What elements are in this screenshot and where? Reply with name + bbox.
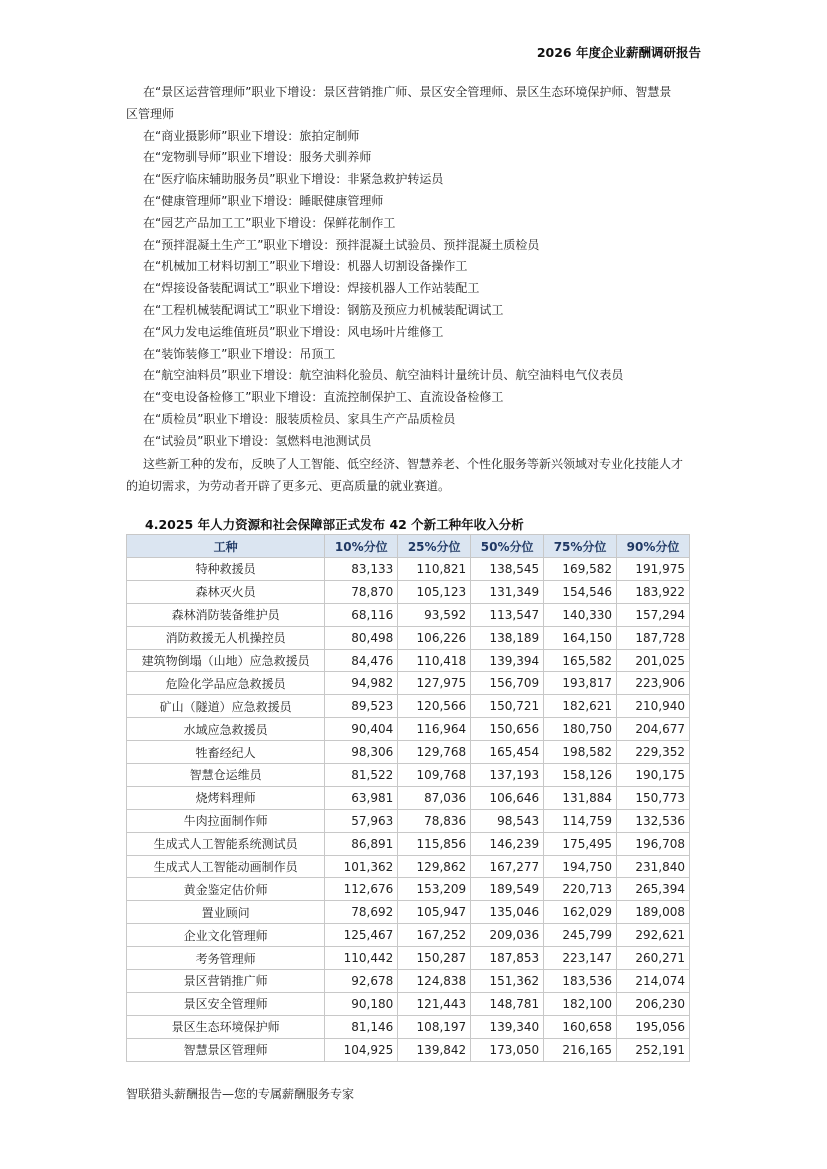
salary-percentile-cell: 156,709 — [471, 672, 544, 695]
occupation-name-cell: 考务管理师 — [127, 947, 325, 970]
salary-percentile-cell: 193,817 — [544, 672, 617, 695]
occupation-name-cell: 置业顾问 — [127, 901, 325, 924]
occupation-name-cell: 牛肉拉面制作师 — [127, 809, 325, 832]
salary-percentile-cell: 229,352 — [617, 741, 690, 764]
table-row — [127, 649, 690, 672]
salary-percentile-cell: 196,708 — [617, 832, 690, 855]
salary-percentile-cell: 167,277 — [471, 855, 544, 878]
salary-percentile-cell: 83,133 — [325, 558, 398, 581]
salary-percentile-cell: 194,750 — [544, 855, 617, 878]
salary-percentile-cell: 175,495 — [544, 832, 617, 855]
salary-percentile-cell: 169,582 — [544, 558, 617, 581]
salary-percentile-cell: 98,306 — [325, 741, 398, 764]
salary-percentile-cell: 110,821 — [398, 558, 471, 581]
table-row — [127, 970, 690, 993]
table-row — [127, 558, 690, 581]
column-header: 10%分位 — [325, 535, 398, 558]
summary-paragraph-line: 的迫切需求，为劳动者开辟了更多元、更高质量的就业赛道。 — [126, 478, 451, 493]
table-row — [127, 718, 690, 741]
salary-percentile-cell: 173,050 — [471, 1038, 544, 1061]
salary-percentile-cell: 195,056 — [617, 1015, 690, 1038]
salary-percentile-cell: 180,750 — [544, 718, 617, 741]
salary-percentile-cell: 105,123 — [398, 580, 471, 603]
table-row — [127, 947, 690, 970]
salary-percentile-cell: 182,621 — [544, 695, 617, 718]
report-header-title: 2026 年度企业薪酬调研报告 — [536, 45, 701, 60]
salary-percentile-cell: 165,582 — [544, 649, 617, 672]
salary-percentile-cell: 113,547 — [471, 603, 544, 626]
salary-percentile-cell: 106,226 — [398, 626, 471, 649]
occupation-name-cell: 危险化学品应急救援员 — [127, 672, 325, 695]
salary-percentile-cell: 137,193 — [471, 764, 544, 787]
table-row — [127, 1015, 690, 1038]
table-row — [127, 901, 690, 924]
salary-percentile-cell: 183,922 — [617, 580, 690, 603]
salary-percentile-cell: 131,349 — [471, 580, 544, 603]
table-row — [127, 741, 690, 764]
table-row — [127, 603, 690, 626]
occupation-addition-line: 在“试验员”职业下增设：氢燃料电池测试员 — [143, 433, 372, 448]
column-header: 工种 — [127, 535, 325, 558]
occupation-name-cell: 智慧景区管理师 — [127, 1038, 325, 1061]
salary-percentile-cell: 189,549 — [471, 878, 544, 901]
salary-percentile-cell: 167,252 — [398, 924, 471, 947]
salary-percentile-cell: 81,146 — [325, 1015, 398, 1038]
occupation-name-cell: 景区安全管理师 — [127, 992, 325, 1015]
page-footer: 智联猎头薪酬报告—您的专属薪酬服务专家 — [126, 1087, 355, 1101]
salary-percentile-cell: 120,566 — [398, 695, 471, 718]
table-row — [127, 855, 690, 878]
income-table — [126, 534, 690, 1062]
salary-percentile-cell: 164,150 — [544, 626, 617, 649]
column-header: 25%分位 — [398, 535, 471, 558]
salary-percentile-cell: 114,759 — [544, 809, 617, 832]
salary-percentile-cell: 87,036 — [398, 786, 471, 809]
salary-percentile-cell: 214,074 — [617, 970, 690, 993]
salary-percentile-cell: 93,592 — [398, 603, 471, 626]
salary-percentile-cell: 189,008 — [617, 901, 690, 924]
table-row — [127, 786, 690, 809]
salary-percentile-cell: 162,029 — [544, 901, 617, 924]
salary-percentile-cell: 125,467 — [325, 924, 398, 947]
salary-percentile-cell: 92,678 — [325, 970, 398, 993]
salary-percentile-cell: 260,271 — [617, 947, 690, 970]
occupation-addition-line: 在“装饰装修工”职业下增设：吊顶工 — [143, 346, 336, 361]
table-row — [127, 1038, 690, 1061]
salary-percentile-cell: 63,981 — [325, 786, 398, 809]
occupation-name-cell: 生成式人工智能系统测试员 — [127, 832, 325, 855]
salary-percentile-cell: 150,773 — [617, 786, 690, 809]
salary-percentile-cell: 146,239 — [471, 832, 544, 855]
salary-percentile-cell: 150,656 — [471, 718, 544, 741]
salary-percentile-cell: 210,940 — [617, 695, 690, 718]
table-row — [127, 832, 690, 855]
salary-percentile-cell: 110,418 — [398, 649, 471, 672]
column-header: 90%分位 — [617, 535, 690, 558]
table-row — [127, 672, 690, 695]
salary-percentile-cell: 84,476 — [325, 649, 398, 672]
occupation-addition-line: 在“风力发电运维值班员”职业下增设：风电场叶片维修工 — [143, 324, 444, 339]
salary-percentile-cell: 138,545 — [471, 558, 544, 581]
table-row — [127, 626, 690, 649]
salary-percentile-cell: 216,165 — [544, 1038, 617, 1061]
occupation-name-cell: 牲畜经纪人 — [127, 741, 325, 764]
salary-percentile-cell: 90,180 — [325, 992, 398, 1015]
salary-percentile-cell: 121,443 — [398, 992, 471, 1015]
salary-percentile-cell: 148,781 — [471, 992, 544, 1015]
salary-percentile-cell: 265,394 — [617, 878, 690, 901]
salary-percentile-cell: 150,287 — [398, 947, 471, 970]
summary-paragraph-line: 这些新工种的发布，反映了人工智能、低空经济、智慧养老、个性化服务等新兴领域对专业化技能人才 — [143, 456, 684, 471]
salary-percentile-cell: 182,100 — [544, 992, 617, 1015]
occupation-addition-line: 在“园艺产品加工工”职业下增设：保鲜花制作工 — [143, 215, 396, 230]
occupation-addition-line: 在“航空油料员”职业下增设：航空油料化验员、航空油料计量统计员、航空油料电气仪表员 — [143, 368, 624, 383]
occupation-addition-line: 在“变电设备检修工”职业下增设：直流控制保护工、直流设备检修工 — [143, 390, 504, 405]
occupation-name-cell: 森林灭火员 — [127, 580, 325, 603]
salary-percentile-cell: 104,925 — [325, 1038, 398, 1061]
salary-percentile-cell: 140,330 — [544, 603, 617, 626]
salary-percentile-cell: 108,197 — [398, 1015, 471, 1038]
salary-percentile-cell: 112,676 — [325, 878, 398, 901]
occupation-name-cell: 水域应急救援员 — [127, 718, 325, 741]
salary-percentile-cell: 78,836 — [398, 809, 471, 832]
occupation-addition-line: 在“预拌混凝土生产工”职业下增设：预拌混凝土试验员、预拌混凝土质检员 — [143, 237, 540, 252]
salary-percentile-cell: 209,036 — [471, 924, 544, 947]
salary-percentile-cell: 116,964 — [398, 718, 471, 741]
salary-percentile-cell: 110,442 — [325, 947, 398, 970]
table-header-row — [127, 535, 690, 558]
occupation-addition-line: 在“商业摄影师”职业下增设：旅拍定制师 — [143, 128, 360, 143]
salary-percentile-cell: 204,677 — [617, 718, 690, 741]
salary-percentile-cell: 191,975 — [617, 558, 690, 581]
salary-percentile-cell: 80,498 — [325, 626, 398, 649]
salary-percentile-cell: 151,362 — [471, 970, 544, 993]
salary-percentile-cell: 78,692 — [325, 901, 398, 924]
salary-percentile-cell: 94,982 — [325, 672, 398, 695]
salary-percentile-cell: 157,294 — [617, 603, 690, 626]
salary-percentile-cell: 129,862 — [398, 855, 471, 878]
salary-percentile-cell: 252,191 — [617, 1038, 690, 1061]
occupation-addition-line: 在“机械加工材料切割工”职业下增设：机器人切割设备操作工 — [143, 259, 468, 274]
salary-percentile-cell: 139,340 — [471, 1015, 544, 1038]
salary-percentile-cell: 89,523 — [325, 695, 398, 718]
column-header: 50%分位 — [471, 535, 544, 558]
table-row — [127, 924, 690, 947]
occupation-addition-line: 在“工程机械装配调试工”职业下增设：钢筋及预应力机械装配调试工 — [143, 302, 504, 317]
occupation-addition-line: 区管理师 — [126, 106, 175, 121]
salary-percentile-cell: 292,621 — [617, 924, 690, 947]
salary-percentile-cell: 220,713 — [544, 878, 617, 901]
salary-percentile-cell: 139,394 — [471, 649, 544, 672]
salary-percentile-cell: 183,536 — [544, 970, 617, 993]
salary-percentile-cell: 190,175 — [617, 764, 690, 787]
salary-percentile-cell: 187,853 — [471, 947, 544, 970]
salary-percentile-cell: 138,189 — [471, 626, 544, 649]
salary-percentile-cell: 154,546 — [544, 580, 617, 603]
salary-percentile-cell: 198,582 — [544, 741, 617, 764]
salary-percentile-cell: 131,884 — [544, 786, 617, 809]
salary-percentile-cell: 135,046 — [471, 901, 544, 924]
table-row — [127, 580, 690, 603]
salary-percentile-cell: 150,721 — [471, 695, 544, 718]
occupation-addition-line: 在“医疗临床辅助服务员”职业下增设：非紧急救护转运员 — [143, 172, 444, 187]
occupation-addition-line: 在“景区运营管理师”职业下增设：景区营销推广师、景区安全管理师、景区生态环境保护师、智慧景 — [143, 85, 672, 99]
salary-percentile-cell: 105,947 — [398, 901, 471, 924]
salary-percentile-cell: 139,842 — [398, 1038, 471, 1061]
occupation-name-cell: 黄金鉴定估价师 — [127, 878, 325, 901]
salary-percentile-cell: 245,799 — [544, 924, 617, 947]
salary-percentile-cell: 129,768 — [398, 741, 471, 764]
occupation-name-cell: 森林消防装备维护员 — [127, 603, 325, 626]
occupation-name-cell: 矿山（隧道）应急救援员 — [127, 695, 325, 718]
occupation-name-cell: 企业文化管理师 — [127, 924, 325, 947]
salary-percentile-cell: 132,536 — [617, 809, 690, 832]
table-title: 4.2025 年人力资源和社会保障部正式发布 42 个新工种年收入分析 — [145, 517, 524, 532]
occupation-name-cell: 生成式人工智能动画制作员 — [127, 855, 325, 878]
occupation-name-cell: 烧烤料理师 — [127, 786, 325, 809]
column-header: 75%分位 — [544, 535, 617, 558]
salary-percentile-cell: 160,658 — [544, 1015, 617, 1038]
salary-percentile-cell: 57,963 — [325, 809, 398, 832]
occupation-addition-line: 在“焊接设备装配调试工”职业下增设：焊接机器人工作站装配工 — [143, 281, 480, 296]
salary-percentile-cell: 78,870 — [325, 580, 398, 603]
salary-percentile-cell: 124,838 — [398, 970, 471, 993]
occupation-name-cell: 景区营销推广师 — [127, 970, 325, 993]
occupation-addition-line: 在“健康管理师”职业下增设：睡眠健康管理师 — [143, 193, 384, 208]
table-row — [127, 878, 690, 901]
table-row — [127, 764, 690, 787]
table-row — [127, 992, 690, 1015]
salary-percentile-cell: 206,230 — [617, 992, 690, 1015]
salary-percentile-cell: 158,126 — [544, 764, 617, 787]
salary-percentile-cell: 81,522 — [325, 764, 398, 787]
salary-percentile-cell: 86,891 — [325, 832, 398, 855]
salary-percentile-cell: 109,768 — [398, 764, 471, 787]
occupation-name-cell: 建筑物倒塌（山地）应急救援员 — [127, 649, 325, 672]
salary-percentile-cell: 106,646 — [471, 786, 544, 809]
new-occupations-list — [126, 82, 701, 497]
salary-percentile-cell: 223,147 — [544, 947, 617, 970]
salary-percentile-cell: 68,116 — [325, 603, 398, 626]
salary-percentile-cell: 231,840 — [617, 855, 690, 878]
salary-percentile-cell: 98,543 — [471, 809, 544, 832]
salary-percentile-cell: 101,362 — [325, 855, 398, 878]
occupation-name-cell: 景区生态环境保护师 — [127, 1015, 325, 1038]
salary-percentile-cell: 165,454 — [471, 741, 544, 764]
salary-percentile-cell: 127,975 — [398, 672, 471, 695]
salary-percentile-cell: 90,404 — [325, 718, 398, 741]
salary-percentile-cell: 115,856 — [398, 832, 471, 855]
occupation-addition-line: 在“宠物驯导师”职业下增设：服务犬驯养师 — [143, 150, 372, 165]
salary-percentile-cell: 201,025 — [617, 649, 690, 672]
occupation-name-cell: 特种救援员 — [127, 558, 325, 581]
salary-percentile-cell: 187,728 — [617, 626, 690, 649]
occupation-name-cell: 消防救援无人机操控员 — [127, 626, 325, 649]
table-row — [127, 809, 690, 832]
salary-percentile-cell: 223,906 — [617, 672, 690, 695]
occupation-name-cell: 智慧仓运维员 — [127, 764, 325, 787]
salary-percentile-cell: 153,209 — [398, 878, 471, 901]
table-row — [127, 695, 690, 718]
occupation-addition-line: 在“质检员”职业下增设：服装质检员、家具生产产品质检员 — [143, 411, 456, 426]
